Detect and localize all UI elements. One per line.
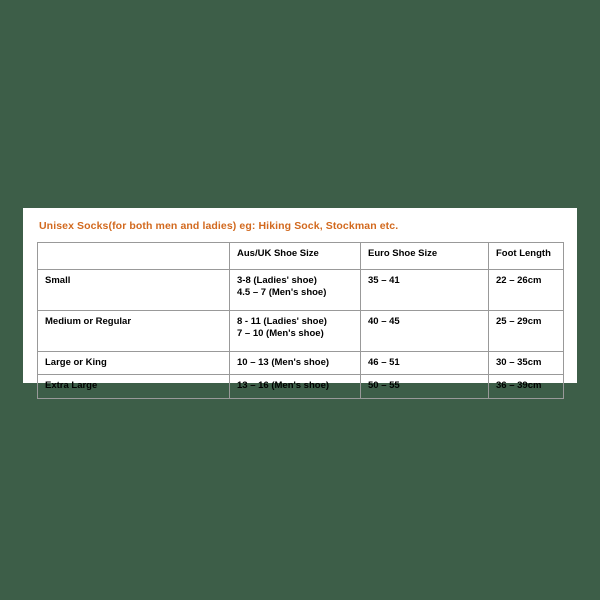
cell-line: 3-8 (Ladies' shoe) (237, 274, 317, 286)
table-body (38, 269, 564, 399)
cell-foot-length (489, 375, 564, 399)
cell-aus-uk (230, 351, 361, 375)
cell-line: 8 - 11 (Ladies' shoe) (237, 315, 327, 327)
cell-line: 40 – 45 (368, 315, 400, 327)
cell-line: 25 – 29cm (496, 315, 542, 327)
table-row (38, 375, 564, 399)
cell-line: 22 – 26cm (496, 274, 542, 286)
cell-line: 36 – 39cm (496, 380, 542, 392)
cell-size: Extra Large (38, 375, 230, 399)
cell-euro (361, 310, 489, 351)
cell-aus-uk (230, 310, 361, 351)
cell-size: Medium or Regular (38, 310, 230, 351)
cell-foot-length (489, 351, 564, 375)
cell-line: 13 – 16 (Men's shoe) (237, 380, 330, 392)
cell-line: 50 – 55 (368, 380, 400, 392)
cell-line: 30 – 35cm (496, 356, 542, 368)
cell-line: 7 – 10 (Men's shoe) (237, 328, 324, 340)
cell-foot-length (489, 310, 564, 351)
cell-size: Large or King (38, 351, 230, 375)
table-row (38, 269, 564, 310)
column-header-foot-length: Foot Length (489, 242, 564, 269)
table-row (38, 310, 564, 351)
table-row (38, 351, 564, 375)
column-header-euro: Euro Shoe Size (361, 242, 489, 269)
cell-line: 10 – 13 (Men's shoe) (237, 356, 330, 368)
cell-euro (361, 351, 489, 375)
size-chart-card (23, 208, 577, 392)
column-header-size (38, 242, 230, 269)
cell-line: 46 – 51 (368, 356, 400, 368)
table-header (38, 242, 564, 269)
cell-foot-length (489, 269, 564, 310)
cell-euro (361, 375, 489, 399)
cell-aus-uk (230, 269, 361, 310)
cell-line: 4.5 – 7 (Men's shoe) (237, 287, 327, 299)
cell-euro (361, 269, 489, 310)
column-header-aus-uk: Aus/UK Shoe Size (230, 242, 361, 269)
cell-size: Small (38, 269, 230, 310)
cell-line: 35 – 41 (368, 274, 400, 286)
sock-size-table (37, 242, 564, 400)
cell-aus-uk (230, 375, 361, 399)
page-title: Unisex Socks(for both men and ladies) eg: Hiking Sock, Stockman etc. (39, 220, 399, 232)
table-header-row (38, 242, 564, 269)
